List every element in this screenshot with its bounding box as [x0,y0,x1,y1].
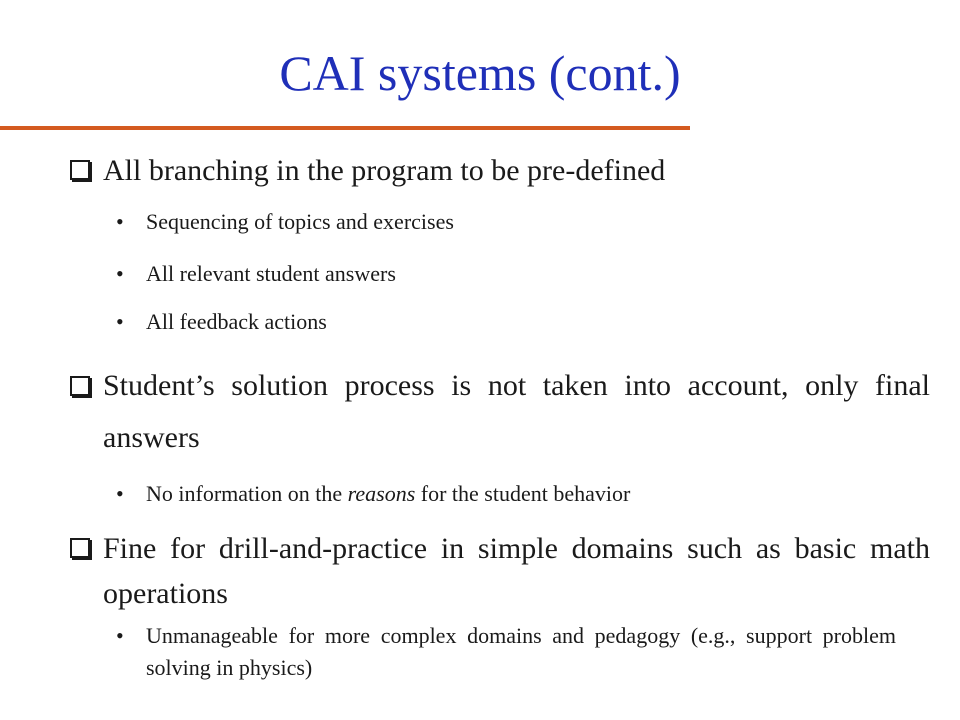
slide-title: CAI systems (cont.) [279,45,681,101]
checkbox-bullet-icon [70,376,90,396]
sub-bullet-text [146,478,896,510]
sub-bullet-text: Sequencing of topics and exercises [146,209,454,234]
bullet-dot-icon: • [116,623,124,648]
sub-bullet-text-part: No information on the [146,481,348,506]
sub-bullet-text: All relevant student answers [146,261,396,286]
sub-bullet-text: All feedback actions [146,309,327,334]
main-bullet-2 [70,360,930,464]
bullet-dot-icon: • [116,209,124,234]
title-underline [0,126,690,130]
main-bullet-1 [70,148,930,193]
bullet-dot-icon: • [116,481,124,506]
sub-bullet-text: Unmanageable for more complex domains and pedagogy (e.g., support problem solving in physics) [146,623,896,680]
sub-bullet [116,258,896,290]
main-bullet-3 [70,526,930,616]
bullet-dot-icon: • [116,309,124,334]
sub-bullet [116,478,896,510]
checkbox-bullet-icon [70,538,90,558]
main-bullet-text: All branching in the program to be pre-defined [103,154,666,187]
sub-bullet [116,306,896,338]
sub-bullet [116,206,896,238]
sub-bullet [116,620,896,684]
emphasized-word: reasons [347,481,416,506]
bullet-dot-icon: • [116,261,124,286]
checkbox-bullet-icon [70,160,90,180]
main-bullet-text: Fine for drill-and-practice in simple domains such as basic math operations [103,532,930,610]
main-bullet-text: Student’s solution process is not taken into account, only final answers [103,369,930,454]
sub-bullet-text-part: for the student behavior [415,481,631,506]
